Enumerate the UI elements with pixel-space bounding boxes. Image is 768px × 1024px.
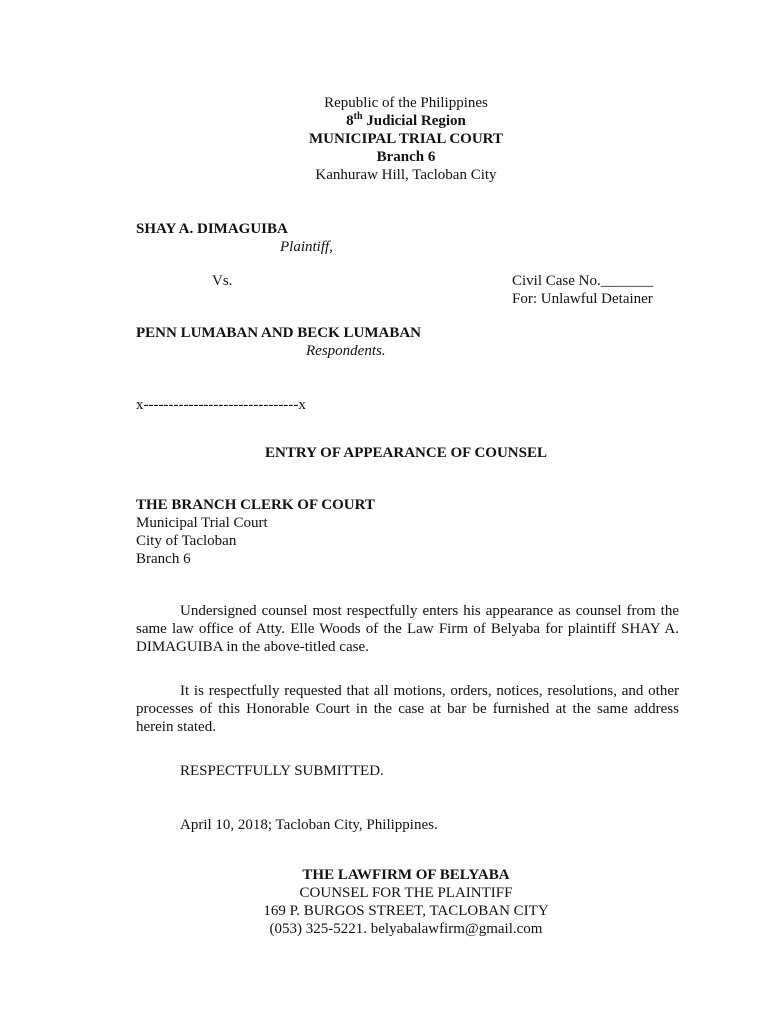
addressee-line-1: Municipal Trial Court	[136, 515, 268, 531]
counsel-role: COUNSEL FOR THE PLAINTIFF	[299, 885, 513, 901]
body-paragraph-2	[136, 682, 679, 736]
law-firm-name: THE LAWFIRM OF BELYABA	[302, 867, 510, 883]
addressee-line-2: City of Tacloban	[136, 533, 237, 549]
court-name: MUNICIPAL TRIAL COURT	[309, 131, 503, 147]
caption-separator: x-------------------------------x	[136, 397, 306, 413]
firm-address: 169 P. BURGOS STREET, TACLOBAN CITY	[263, 903, 549, 919]
versus-label: Vs.	[212, 273, 233, 289]
plaintiff-label: Plaintiff,	[280, 239, 333, 255]
court-address: Kanhuraw Hill, Tacloban City	[315, 167, 497, 183]
paragraph-1-text: Undersigned counsel most respectfully enters his appearance as counsel from the same law office of Atty. Elle Woods of the Law Firm of Belyaba for plaintiff SHAY A. DIMAGUIBA in the above-titled case.	[136, 603, 679, 655]
judicial-region-line	[0, 112, 768, 130]
date-place-line: April 10, 2018; Tacloban City, Philippines.	[180, 817, 438, 833]
plaintiff-name: SHAY A. DIMAGUIBA	[136, 221, 288, 237]
paragraph-2-text: It is respectfully requested that all motions, orders, notices, resolutions, and other processes of this Honorable Court in the case at bar be furnished at the same address herein stated.	[136, 683, 679, 735]
addressee-name: THE BRANCH CLERK OF COURT	[136, 497, 375, 513]
region-ordinal-suffix: th	[353, 111, 363, 122]
civil-case-number: Civil Case No._______	[512, 273, 654, 289]
addressee-line-3: Branch 6	[136, 551, 191, 567]
respondent-label: Respondents.	[306, 343, 386, 359]
respondent-names: PENN LUMABAN AND BECK LUMABAN	[136, 325, 422, 341]
respectfully-submitted: RESPECTFULLY SUBMITTED.	[180, 763, 384, 779]
firm-contact: (053) 325-5221. belyabalawfirm@gmail.com	[269, 921, 543, 937]
country-line: Republic of the Philippines	[324, 95, 488, 111]
case-nature: For: Unlawful Detainer	[512, 291, 653, 307]
branch-line: Branch 6	[376, 149, 436, 165]
region-number: 8	[346, 113, 354, 129]
document-title: ENTRY OF APPEARANCE OF COUNSEL	[265, 445, 547, 461]
region-label: Judicial Region	[362, 113, 466, 129]
body-paragraph-1	[136, 602, 679, 656]
